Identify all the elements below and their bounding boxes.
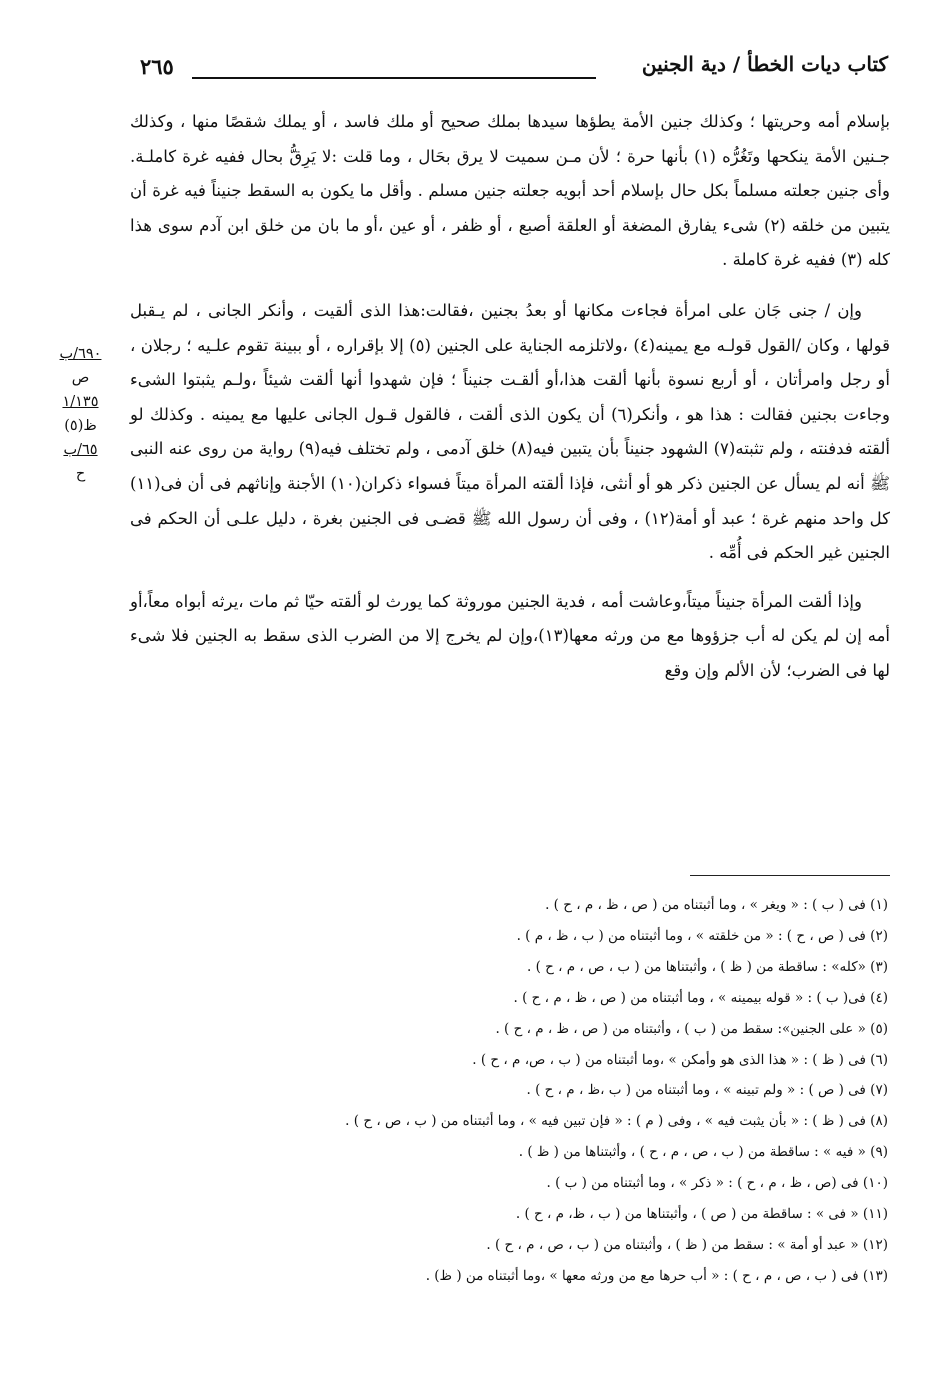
margin-note: ح: [75, 466, 86, 482]
footnote: (٥) « على الجنين»: سقط من ( ب ) ، وأثبتناه من ( ص ، ظ ، م ، ح ) .: [495, 1020, 888, 1037]
main-text: [130, 105, 890, 689]
footnote: (٨) فى ( ظ ) : « بأن يثبت فيه » ، وفى ( م ) : « فإن تبين فيه » ، وما أثبتناه من ( ب ، ص ، ح ) .: [345, 1113, 888, 1130]
footnote: (١٣) فى ( ب ، ص ، م ، ح ) : « أب حرها مع من ورثه معها » ،وما أثبتناه من ( ظ) .: [425, 1267, 888, 1284]
footnote: (١٠) فى (ص ، ظ ، م ، ح ) : « ذكر » ، وما أثبتناه من ( ب ) .: [546, 1175, 888, 1192]
margin-note: ٦٩٠/ب: [59, 346, 102, 362]
page-number: ٢٦٥: [140, 54, 174, 79]
margin-note: ص: [71, 370, 90, 386]
paragraph-1: بإسلام أمه وحريتها ؛ وكذلك جنين الأمة يطؤها سيدها بملك صحيح أو ملك فاسد ، أو يملك شقصًا منها ، وكذلك جـنين الأمة ينكحها وتَغُرُّه (١) بأنها حرة ؛ لأن مـن سميت لا يرق بحَال ، وما قلت :لا يَرِقُّ بحال ففيه غرة كاملـة. وأى جنين جعلته مسلماً بكل حال بإسلام أحد أبويه جعلته جنين مسلم . وأقل ما يكون به السقط جنيناً فيه غرة أن يتبين من خلقه (٢) شىء يفارق المضغة أو العلقة أصبع ، أو ظفر ، أو عين ،أو ما بان من خلق ابن آدم سوى هذا كله (٣) ففيه غرة كاملة .: [130, 112, 891, 270]
footnote: (٩) « فيه » : ساقطة من ( ب ، ص ، م ، ح ) ، وأثبتناها من ( ظ ) .: [518, 1144, 888, 1161]
margin-note: ٦٥/ب: [63, 442, 98, 458]
running-title: كتاب ديات الخطأ / دية الجنين: [641, 52, 888, 76]
footnote: (١) فى ( ب ) : « ويغر » ، وما أثبتناه من ( ص ، ظ ، م ، ح ) .: [545, 897, 888, 913]
header-rule: [192, 77, 596, 79]
footnote: (٧) فى ( ص ) : « ولم تبينه » ، وما أثبتناه من ( ب ،ظ ، م ، ح ) .: [526, 1082, 888, 1099]
footnotes: [130, 890, 888, 1292]
footnote: (١١) « فى » : ساقطة من ( ص ) ، وأثبتناها من ( ب ، ظ، م ، ح ) .: [515, 1206, 888, 1223]
footnote: (٢) فى ( ص ، ح ) : « من خلقته » ، وما أثبتناه من ( ب ، ظ ، م ) .: [516, 927, 888, 944]
margin-note: ١/١٣٥: [62, 394, 99, 410]
footnote: (٤) فى( ب ) : « قوله بيمينه » ، وما أثبتناه من ( ص ، ظ ، م ، ح ) .: [513, 989, 888, 1006]
footnote-separator: [690, 875, 890, 876]
manuscript-margin-notes: [38, 342, 123, 486]
paragraph-3: وإذا ألقت المرأة جنيناً ميتاً،وعاشت أمه ، فدية الجنين موروثة كما يورث لو ألقته حيّا ثم مات ،يرثه أبواه معاً،أو أمه إن لم يكن له أب جزؤوها مع من ورثه معها(١٣)،وإن لم يخرج إلا من الضرب الذى سقط به الجنين فلا شىء لها فى الضرب؛ لأن الألم وإن وقع: [130, 591, 890, 680]
footnote: (٦) فى ( ظ ) : « هذا الذى هو وأمكن » ،وما أثبتناه من ( ب ، ص، م ، ح ) .: [472, 1051, 888, 1068]
margin-note: ظ(٥): [64, 418, 97, 434]
footnote: (١٢) « عبد أو أمة » : سقط من ( ظ ) ، وأثبتناه من ( ب ، ص ، م ، ح ) .: [486, 1236, 888, 1253]
paragraph-2: وإن / جنى جَان على امرأة فجاءت مكانها أو بعدُ بجنين ،فقالت:هذا الذى ألقيت ، وأنكر الجانى ، لم يـقبل قولها ، وكان /القول قولـه مع يمينه(٤) ،ولاتلزمه الجناية على الجنين (٥) إلا بإقراره ، أو ببينة تقوم علـيه ؛ رجلان ، أو رجل وامرأتان ، أو أربع نسوة بأنها ألقت هذا،أو ألقـت جنيناً ؛ فإن شهدوا أنها ألقت شيئاً ،ولـم يثبتوا الشىء وجاءت بجنين فقالت : هذا هو ، وأنكر(٦) أن يكون الذى ألقت ، فالقول قـول الجانى عليها مع يمينه . وكذلك لو ألقته فدفنته ، ولم تثبته(٧) الشهود جنيناً بأن يتبين فيه(٨) خلق آدمى ، ولم تختلف فيه(٩) رواية من روى عنه النبى ﷺ أنه لم يسأل عن الجنين ذكر هو أو أنثى، فإذا ألقته المرأة ميتاً فسواء ذكران(١٠) الأجنة وإناثهم فى أن فى(١١) كل واحد منهم غرة ؛ عبد أو أمة(١٢) ، وفى أن رسول الله ﷺ قضـى فى الجنين بغرة ، دليل علـى أن الحكم فى الجنين غير الحكم فى أُمِّه .: [130, 300, 891, 563]
footnote: (٣) «كله» : ساقطة من ( ظ ) ، وأثبتناها من ( ب ، ص ، م ، ح ) .: [526, 958, 888, 975]
page-header: [140, 50, 888, 90]
